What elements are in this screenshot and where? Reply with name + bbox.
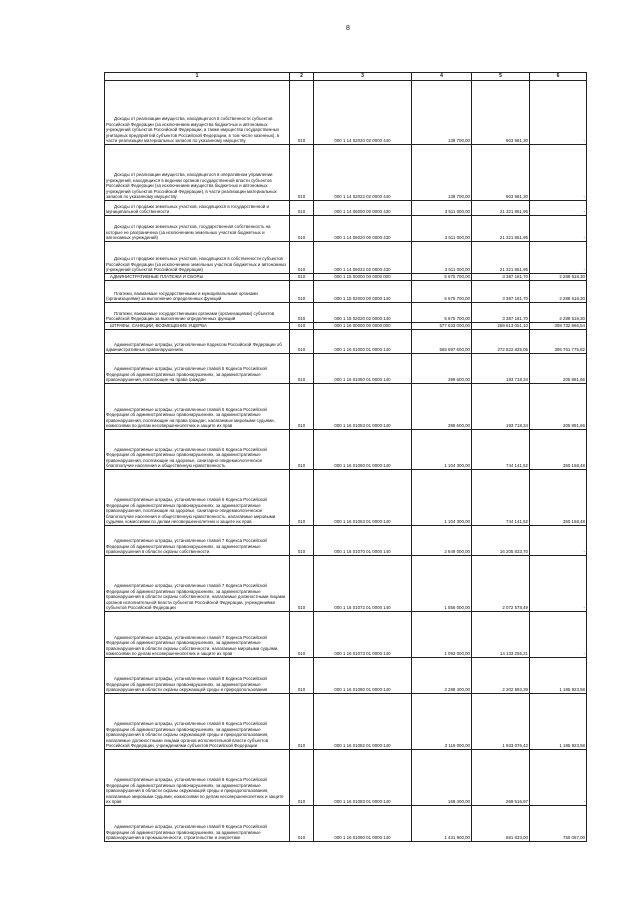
row-fact: 268 613 051,10 — [472, 323, 530, 330]
row-code: 010 — [290, 694, 314, 750]
table-row — [105, 303, 587, 323]
row-code: 010 — [290, 612, 314, 658]
row-kbk: 000 1 14 06022 02 0000 430 — [314, 242, 412, 274]
row-diff: 2 288 518,30 — [530, 281, 587, 303]
row-plan: 3 511 000,00 — [412, 242, 472, 274]
header-row — [105, 73, 587, 81]
table-row — [105, 470, 587, 526]
row-plan: 399 600,00 — [412, 354, 472, 384]
row-kbk: 000 1 16 01080 01 0000 140 — [314, 658, 412, 694]
row-plan: 3 119 000,00 — [412, 694, 472, 750]
row-code: 010 — [290, 384, 314, 430]
row-diff: 1 185 923,58 — [530, 658, 587, 694]
row-code: 010 — [290, 470, 314, 526]
row-kbk: 000 1 16 01050 01 0000 140 — [314, 354, 412, 384]
row-name: Административные штрафы, установленные главой 7 Кодекса Российской Федерации об административных правонарушениях, за административные правонарушения в области охраны собственности — [105, 526, 290, 556]
row-kbk: 000 1 14 06020 00 0000 430 — [314, 216, 412, 242]
row-kbk: 000 1 15 02000 00 0000 140 — [314, 281, 412, 303]
table-row — [105, 556, 587, 612]
row-kbk: 000 1 16 01090 01 0000 140 — [314, 806, 412, 842]
row-fact: 681 833,00 — [472, 806, 530, 842]
row-name: Административные штрафы, установленные главой 5 Кодекса Российской Федерации об административных правонарушениях, за административные правонарушения, посягающие на права граждан, налагаемые мировыми судьями, комиссиями по делам несовершеннолетних и защите их прав — [105, 384, 290, 430]
row-name: Административные штрафы, установленные главой 8 Кодекса Российской Федерации об административных правонарушениях, за административные правонарушения в области охраны окружающей среды и природопользования, налагаемые мировыми судьями, комиссиями по делам несовершеннолетних и защите их прав — [105, 750, 290, 806]
row-name: ШТРАФЫ, САНКЦИИ, ВОЗМЕЩЕНИЕ УЩЕРБА — [105, 323, 290, 330]
row-code: 010 — [290, 354, 314, 384]
row-kbk: 000 1 16 01000 01 0000 140 — [314, 330, 412, 354]
row-kbk: 000 1 16 01053 01 0000 140 — [314, 384, 412, 430]
row-fact: 193 718,34 — [472, 384, 530, 430]
row-name: Административные штрафы, установленные главой 8 Кодекса Российской Федерации об административных правонарушениях, за административные правонарушения в области охраны окружающей среды и природопользования — [105, 658, 290, 694]
row-diff: 308 732 966,54 — [530, 323, 587, 330]
row-kbk: 000 1 16 01060 01 0000 140 — [314, 430, 412, 470]
row-plan: 3 511 000,00 — [412, 216, 472, 242]
row-diff: - — [530, 81, 587, 145]
row-diff: - — [530, 242, 587, 274]
row-code: 010 — [290, 145, 314, 201]
row-kbk: 000 1 14 02022 02 0000 440 — [314, 145, 412, 201]
row-plan: 138 700,00 — [412, 81, 472, 145]
row-diff: 360 158,48 — [530, 470, 587, 526]
table-row — [105, 330, 587, 354]
row-plan: 2 649 000,00 — [412, 526, 472, 556]
col-header-2: 2 — [290, 73, 314, 81]
row-diff: - — [530, 750, 587, 806]
table-row — [105, 274, 587, 281]
row-fact: 16 205 833,70 — [472, 526, 530, 556]
row-diff: 306 761 775,82 — [530, 330, 587, 354]
row-kbk: 000 1 16 01072 01 0000 140 — [314, 556, 412, 612]
row-name: Доходы от продажи земельных участков, государственная собственность на которые не разграничена (за исключением земельных участков бюджетных и автономных учреждений) — [105, 216, 290, 242]
row-plan: 3 288 400,00 — [412, 658, 472, 694]
row-code: 010 — [290, 274, 314, 281]
row-code: 010 — [290, 658, 314, 694]
table-row — [105, 145, 587, 201]
row-kbk: 000 1 15 00000 00 0000 000 — [314, 274, 412, 281]
row-plan: 1 431 900,00 — [412, 806, 472, 842]
row-diff: 750 067,00 — [530, 806, 587, 842]
row-diff: 205 881,66 — [530, 354, 587, 384]
row-name: Административные штрафы, установленные главой 5 Кодекса Российской Федерации об административных правонарушениях, за административные правонарушения, посягающие на права граждан — [105, 354, 290, 384]
row-fact: 744 141,52 — [472, 470, 530, 526]
row-name: Административные штрафы, установленные главой 7 Кодекса Российской Федерации об административных правонарушениях, за административные правонарушения в области охраны собственности, налагаемые должностными лицами органов исполнительной власти субъектов Российской Федерации, учреждениями субъектов Российской Федерации — [105, 556, 290, 612]
row-plan: 565 697 600,00 — [412, 330, 472, 354]
row-plan: 5 675 700,00 — [412, 281, 472, 303]
row-name: Доходы от реализации имущества, находящегося в собственности субъектов Российской Федерации (за исключением имущества бюджетных и автономных учреждений субъектов Российской Федерации, а также имущества государственных унитарных предприятий субъектов Российской Федерации, в том числе казенных), в части реализации материальных запасов по указанному имуществу — [105, 81, 290, 145]
row-diff: 1 185 923,58 — [530, 694, 587, 750]
row-code: 010 — [290, 526, 314, 556]
row-fact: 1 933 076,42 — [472, 694, 530, 750]
row-kbk: 000 1 14 06000 00 0000 430 — [314, 201, 412, 216]
table-row — [105, 694, 587, 750]
row-code: 010 — [290, 323, 314, 330]
table-row — [105, 526, 587, 556]
table-row — [105, 323, 587, 330]
row-plan: 577 633 000,00 — [412, 323, 472, 330]
row-plan: 5 675 700,00 — [412, 274, 472, 281]
row-plan: 5 675 700,00 — [412, 303, 472, 323]
row-code: 010 — [290, 242, 314, 274]
row-name: АДМИНИСТРАТИВНЫЕ ПЛАТЕЖИ И СБОРЫ — [105, 274, 290, 281]
table-row — [105, 201, 587, 216]
row-fact: 3 387 181,70 — [472, 274, 530, 281]
row-code: 010 — [290, 556, 314, 612]
table-row — [105, 242, 587, 274]
col-header-1: 1 — [105, 73, 290, 81]
row-kbk: 000 1 16 01070 01 0000 140 — [314, 526, 412, 556]
row-name: Административные штрафы, установленные главой 6 Кодекса Российской Федерации об административных правонарушениях, за административные правонарушения, посягающие на здоровье, санитарно-эпидемиологическое благополучие населения и общественную нравственность — [105, 430, 290, 470]
table-row — [105, 354, 587, 384]
row-code: 010 — [290, 806, 314, 842]
table-row — [105, 612, 587, 658]
row-code: 010 — [290, 750, 314, 806]
row-kbk: 000 1 16 01082 01 0000 140 — [314, 694, 412, 750]
row-code: 010 — [290, 216, 314, 242]
row-diff: - — [530, 556, 587, 612]
table-row — [105, 806, 587, 842]
budget-table — [104, 72, 587, 842]
row-name: Платежи, взимаемые государственными органами (организациями) субъектов Российской Федерации за выполнение определенных функций — [105, 303, 290, 323]
row-code: 010 — [290, 430, 314, 470]
table-row — [105, 384, 587, 430]
row-fact: 903 981,30 — [472, 81, 530, 145]
row-plan: 169 400,00 — [412, 750, 472, 806]
row-name: Доходы от продажи земельных участков, находящихся в собственности субъектов Российской Федерации (за исключением земельных участков бюджетных и автономных учреждений субъектов Российской Федерации) — [105, 242, 290, 274]
row-fact: 269 516,97 — [472, 750, 530, 806]
row-fact: 272 822 825,05 — [472, 330, 530, 354]
table-row — [105, 430, 587, 470]
row-fact: 744 141,52 — [472, 430, 530, 470]
row-fact: 3 387 181,70 — [472, 281, 530, 303]
row-plan: 1 104 300,00 — [412, 430, 472, 470]
row-code: 010 — [290, 81, 314, 145]
row-diff: - — [530, 201, 587, 216]
row-diff: - — [530, 526, 587, 556]
row-plan: 138 700,00 — [412, 145, 472, 201]
row-fact: 21 321 861,95 — [472, 216, 530, 242]
row-name: Доходы от продажи земельных участков, находящихся в государственной и муниципальной собственности — [105, 201, 290, 216]
row-fact: 14 133 255,21 — [472, 612, 530, 658]
row-fact: 903 981,30 — [472, 145, 530, 201]
row-code: 010 — [290, 201, 314, 216]
row-name: Административные штрафы, установленные главой 9 Кодекса Российской Федерации об административных правонарушениях, за административные правонарушения в промышленности, строительстве и энергетике — [105, 806, 290, 842]
row-kbk: 000 1 14 02020 02 0000 440 — [314, 81, 412, 145]
col-header-5: 5 — [472, 73, 530, 81]
row-kbk: 000 1 16 01063 01 0000 140 — [314, 470, 412, 526]
row-diff: - — [530, 216, 587, 242]
row-kbk: 000 1 16 01073 01 0000 140 — [314, 612, 412, 658]
table-row — [105, 658, 587, 694]
row-diff: 2 288 518,30 — [530, 274, 587, 281]
row-fact: 21 321 861,95 — [472, 201, 530, 216]
row-plan: 1 104 300,00 — [412, 470, 472, 526]
row-fact: 21 321 861,95 — [472, 242, 530, 274]
row-name: Административные штрафы, установленные главой 6 Кодекса Российской Федерации об административных правонарушениях, за административные правонарушения, посягающие на здоровье, санитарно-эпидемиологическое благополучие населения и общественную нравственность, налагаемые мировыми судьями, комиссиями по делам несовершеннолетних и защите их прав — [105, 470, 290, 526]
col-header-6: 6 — [530, 73, 587, 81]
row-name: Платежи, взимаемые государственными и муниципальными органами (организациями) за выполнение определенных функций — [105, 281, 290, 303]
row-plan: 1 093 000,00 — [412, 612, 472, 658]
table-row — [105, 216, 587, 242]
table-row — [105, 750, 587, 806]
row-code: 010 — [290, 330, 314, 354]
table-row — [105, 281, 587, 303]
row-code: 010 — [290, 303, 314, 323]
col-header-4: 4 — [412, 73, 472, 81]
row-diff: 360 158,48 — [530, 430, 587, 470]
row-plan: 399 600,00 — [412, 384, 472, 430]
row-fact: 2 072 578,49 — [472, 556, 530, 612]
table-row — [105, 81, 587, 145]
page-number: 8 — [346, 25, 350, 32]
row-name: Доходы от реализации имущества, находящегося в оперативном управлении учреждений, находящихся в ведении органов государственной власти субъектов Российской Федерации (за исключением имущества бюджетных и автономных учреждений субъектов Российской Федерации), в части реализации материальных запасов по указанному имуществу — [105, 145, 290, 201]
col-header-3: 3 — [314, 73, 412, 81]
row-name: Административные штрафы, установленные главой 7 Кодекса Российской Федерации об административных правонарушениях, за административные правонарушения в области охраны собственности, налагаемые мировыми судьями, комиссиями по делам несовершеннолетних и защите их прав — [105, 612, 290, 658]
row-fact: 193 718,34 — [472, 354, 530, 384]
row-diff: - — [530, 145, 587, 201]
row-fact: 2 202 593,39 — [472, 658, 530, 694]
row-kbk: 000 1 16 01083 01 0000 140 — [314, 750, 412, 806]
row-plan: 1 556 000,00 — [412, 556, 472, 612]
row-code: 010 — [290, 281, 314, 303]
row-diff: 2 288 518,30 — [530, 303, 587, 323]
row-kbk: 000 1 15 02020 02 0000 140 — [314, 303, 412, 323]
row-name: Административные штрафы, установленные главой 8 Кодекса Российской Федерации об административных правонарушениях, за административные правонарушения в области охраны окружающей среды и природопользования, налагаемые должностными лицами органов исполнительной власти субъектов Российской Федерации, учреждениями субъектов Российской Федерации — [105, 694, 290, 750]
row-diff: 205 881,66 — [530, 384, 587, 430]
row-diff: - — [530, 612, 587, 658]
row-kbk: 000 1 16 00000 00 0000 000 — [314, 323, 412, 330]
row-fact: 3 387 181,70 — [472, 303, 530, 323]
row-plan: 3 511 000,00 — [412, 201, 472, 216]
row-name: Административные штрафы, установленные Кодексом Российской Федерации об административных правонарушениях — [105, 330, 290, 354]
